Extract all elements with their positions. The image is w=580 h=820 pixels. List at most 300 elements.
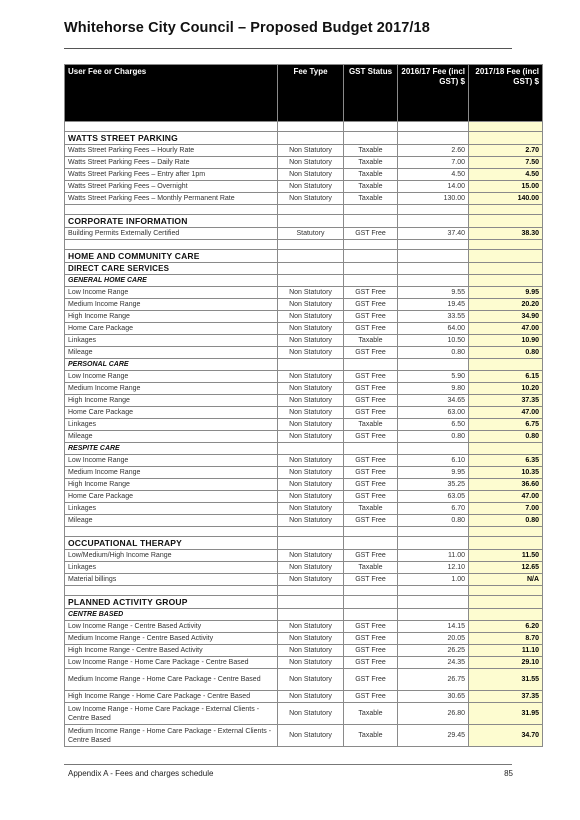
table-row (65, 657, 543, 669)
gst-status-cell: GST Free (344, 479, 398, 491)
gst-status-cell: Taxable (344, 725, 398, 747)
fee-2017-18-cell: 4.50 (469, 169, 543, 181)
empty-cell (469, 359, 543, 371)
fee-name-cell: Watts Street Parking Fees – Overnight (65, 181, 278, 193)
empty-cell (469, 122, 543, 132)
fee-2017-18-cell: 37.35 (469, 691, 543, 703)
fee-2016-17-cell: 14.00 (398, 181, 469, 193)
fee-2016-17-cell: 12.10 (398, 562, 469, 574)
empty-cell (469, 537, 543, 550)
empty-cell (469, 609, 543, 621)
fee-name-cell: Watts Street Parking Fees – Hourly Rate (65, 145, 278, 157)
gst-status-cell: Taxable (344, 703, 398, 725)
section-heading: WATTS STREET PARKING (65, 132, 278, 145)
fee-2016-17-cell: 19.45 (398, 299, 469, 311)
fee-2017-18-cell: 2.70 (469, 145, 543, 157)
gst-status-cell: GST Free (344, 455, 398, 467)
empty-cell (65, 586, 278, 596)
fee-type-cell: Non Statutory (278, 347, 344, 359)
empty-cell (469, 527, 543, 537)
subsection-heading-row (65, 263, 543, 275)
table-row (65, 287, 543, 299)
fee-type-cell: Non Statutory (278, 395, 344, 407)
section-heading: CORPORATE INFORMATION (65, 215, 278, 228)
fee-name-cell: High Income Range (65, 395, 278, 407)
table-row (65, 515, 543, 527)
spacer-row (65, 240, 543, 250)
fee-2016-17-cell: 5.90 (398, 371, 469, 383)
fee-2017-18-cell: 47.00 (469, 407, 543, 419)
spacer-row (65, 586, 543, 596)
section-heading-row (65, 215, 543, 228)
fee-name-cell: Home Care Package (65, 407, 278, 419)
fee-type-cell: Non Statutory (278, 550, 344, 562)
fee-name-cell: Mileage (65, 347, 278, 359)
fee-type-cell: Non Statutory (278, 287, 344, 299)
fee-type-cell: Non Statutory (278, 621, 344, 633)
table-row (65, 311, 543, 323)
spacer-row (65, 122, 543, 132)
gst-status-cell: Taxable (344, 157, 398, 169)
fee-name-cell: High Income Range (65, 311, 278, 323)
page-title: Whitehorse City Council – Proposed Budget 2017/18 (64, 20, 430, 36)
table-row (65, 633, 543, 645)
empty-cell (344, 537, 398, 550)
fee-2016-17-cell: 9.95 (398, 467, 469, 479)
gst-status-cell: GST Free (344, 621, 398, 633)
empty-cell (278, 537, 344, 550)
fee-2016-17-cell: 30.65 (398, 691, 469, 703)
fee-2016-17-cell: 10.50 (398, 335, 469, 347)
empty-cell (278, 586, 344, 596)
fee-2017-18-cell: 0.80 (469, 347, 543, 359)
fee-2017-18-cell: 6.20 (469, 621, 543, 633)
subsub-heading-row (65, 609, 543, 621)
empty-cell (278, 527, 344, 537)
table-row (65, 479, 543, 491)
spacer-row (65, 527, 543, 537)
fee-2017-18-cell: 10.35 (469, 467, 543, 479)
fee-2016-17-cell: 29.45 (398, 725, 469, 747)
empty-cell (344, 132, 398, 145)
section-heading-row (65, 537, 543, 550)
fee-type-cell: Non Statutory (278, 145, 344, 157)
gst-status-cell: GST Free (344, 633, 398, 645)
fees-table (64, 64, 543, 747)
fee-2017-18-cell: 140.00 (469, 193, 543, 205)
empty-cell (469, 263, 543, 275)
fee-2016-17-cell: 6.50 (398, 419, 469, 431)
footer-title: Appendix A - Fees and charges schedule (68, 769, 214, 778)
empty-cell (344, 596, 398, 609)
fee-name-cell: Home Care Package (65, 323, 278, 335)
empty-cell (278, 275, 344, 287)
fee-type-cell: Statutory (278, 228, 344, 240)
fee-type-cell: Non Statutory (278, 703, 344, 725)
fee-type-cell: Non Statutory (278, 169, 344, 181)
fee-2016-17-cell: 11.00 (398, 550, 469, 562)
fee-type-cell: Non Statutory (278, 181, 344, 193)
fee-name-cell: Mileage (65, 515, 278, 527)
table-row (65, 335, 543, 347)
gst-status-cell: GST Free (344, 691, 398, 703)
table-row (65, 299, 543, 311)
empty-cell (398, 537, 469, 550)
footer-divider (64, 764, 512, 765)
gst-status-cell: GST Free (344, 323, 398, 335)
empty-cell (344, 205, 398, 215)
fee-2017-18-cell: 36.60 (469, 479, 543, 491)
fee-2016-17-cell: 6.10 (398, 455, 469, 467)
fee-2016-17-cell: 0.80 (398, 347, 469, 359)
fee-2016-17-cell: 1.00 (398, 574, 469, 586)
empty-cell (469, 596, 543, 609)
gst-status-cell: GST Free (344, 347, 398, 359)
fee-type-cell: Non Statutory (278, 574, 344, 586)
fee-2016-17-cell: 9.80 (398, 383, 469, 395)
fee-2016-17-cell: 26.25 (398, 645, 469, 657)
fee-2017-18-cell: 47.00 (469, 323, 543, 335)
empty-cell (278, 215, 344, 228)
gst-status-cell: Taxable (344, 145, 398, 157)
fee-2016-17-cell: 7.00 (398, 157, 469, 169)
empty-cell (344, 275, 398, 287)
fee-name-cell: Linkages (65, 419, 278, 431)
gst-status-cell: GST Free (344, 287, 398, 299)
fee-2016-17-cell: 0.80 (398, 431, 469, 443)
gst-status-cell: GST Free (344, 515, 398, 527)
fee-2017-18-cell: 11.10 (469, 645, 543, 657)
fee-2017-18-cell: 15.00 (469, 181, 543, 193)
empty-cell (398, 132, 469, 145)
empty-cell (469, 240, 543, 250)
fee-name-cell: Watts Street Parking Fees – Daily Rate (65, 157, 278, 169)
gst-status-cell: GST Free (344, 431, 398, 443)
table-row (65, 669, 543, 691)
fee-name-cell: Medium Income Range - Centre Based Activity (65, 633, 278, 645)
column-header-user-fee: User Fee or Charges (65, 65, 278, 122)
fee-2017-18-cell: 47.00 (469, 491, 543, 503)
fee-name-cell: Watts Street Parking Fees – Entry after 1pm (65, 169, 278, 181)
empty-cell (344, 122, 398, 132)
fee-type-cell: Non Statutory (278, 725, 344, 747)
gst-status-cell: GST Free (344, 228, 398, 240)
column-header-fee-2016-17: 2016/17 Fee (incl GST) $ (398, 65, 469, 122)
fee-2016-17-cell: 0.80 (398, 515, 469, 527)
fees-table-header (65, 65, 543, 122)
empty-cell (398, 240, 469, 250)
subsub-heading: PERSONAL CARE (65, 359, 278, 371)
fee-2017-18-cell: 10.20 (469, 383, 543, 395)
empty-cell (278, 609, 344, 621)
fee-type-cell: Non Statutory (278, 311, 344, 323)
gst-status-cell: Taxable (344, 193, 398, 205)
empty-cell (65, 122, 278, 132)
fee-2017-18-cell: 8.70 (469, 633, 543, 645)
empty-cell (398, 359, 469, 371)
empty-cell (344, 527, 398, 537)
fee-type-cell: Non Statutory (278, 419, 344, 431)
fee-2016-17-cell: 35.25 (398, 479, 469, 491)
section-heading: OCCUPATIONAL THERAPY (65, 537, 278, 550)
fee-type-cell: Non Statutory (278, 455, 344, 467)
empty-cell (398, 443, 469, 455)
fee-type-cell: Non Statutory (278, 669, 344, 691)
fee-type-cell: Non Statutory (278, 323, 344, 335)
fee-name-cell: Linkages (65, 503, 278, 515)
gst-status-cell: GST Free (344, 669, 398, 691)
fee-2017-18-cell: 7.50 (469, 157, 543, 169)
fee-2016-17-cell: 26.75 (398, 669, 469, 691)
gst-status-cell: Taxable (344, 169, 398, 181)
section-heading: HOME AND COMMUNITY CARE (65, 250, 278, 263)
gst-status-cell: Taxable (344, 562, 398, 574)
title-divider (64, 48, 512, 49)
fee-2016-17-cell: 63.05 (398, 491, 469, 503)
header-row (65, 65, 543, 122)
fee-2016-17-cell: 37.40 (398, 228, 469, 240)
fee-name-cell: High Income Range (65, 479, 278, 491)
empty-cell (398, 527, 469, 537)
fee-2017-18-cell: 37.35 (469, 395, 543, 407)
fee-name-cell: Low Income Range (65, 287, 278, 299)
fee-name-cell: Low Income Range - Home Care Package - External Clients - Centre Based (65, 703, 278, 725)
gst-status-cell: Taxable (344, 419, 398, 431)
column-header-gst-status: GST Status (344, 65, 398, 122)
fee-2016-17-cell: 2.60 (398, 145, 469, 157)
section-heading: PLANNED ACTIVITY GROUP (65, 596, 278, 609)
fee-2016-17-cell: 64.00 (398, 323, 469, 335)
fee-2016-17-cell: 24.35 (398, 657, 469, 669)
table-row (65, 574, 543, 586)
fee-name-cell: Linkages (65, 335, 278, 347)
fee-2017-18-cell: 31.95 (469, 703, 543, 725)
fee-2017-18-cell: 31.55 (469, 669, 543, 691)
fee-name-cell: Low Income Range (65, 455, 278, 467)
table-row (65, 431, 543, 443)
fee-type-cell: Non Statutory (278, 371, 344, 383)
fee-type-cell: Non Statutory (278, 299, 344, 311)
empty-cell (278, 250, 344, 263)
table-row (65, 347, 543, 359)
empty-cell (398, 596, 469, 609)
fee-type-cell: Non Statutory (278, 479, 344, 491)
empty-cell (469, 250, 543, 263)
empty-cell (278, 122, 344, 132)
empty-cell (398, 122, 469, 132)
gst-status-cell: GST Free (344, 491, 398, 503)
fee-2017-18-cell: 11.50 (469, 550, 543, 562)
fee-type-cell: Non Statutory (278, 503, 344, 515)
empty-cell (344, 586, 398, 596)
subsub-heading: GENERAL HOME CARE (65, 275, 278, 287)
fee-2017-18-cell: 10.90 (469, 335, 543, 347)
gst-status-cell: Taxable (344, 503, 398, 515)
fee-name-cell: Medium Income Range (65, 467, 278, 479)
table-row (65, 383, 543, 395)
fee-2017-18-cell: 38.30 (469, 228, 543, 240)
empty-cell (344, 240, 398, 250)
table-row (65, 419, 543, 431)
section-heading-row (65, 250, 543, 263)
empty-cell (344, 359, 398, 371)
gst-status-cell: GST Free (344, 467, 398, 479)
column-header-fee-type: Fee Type (278, 65, 344, 122)
fee-type-cell: Non Statutory (278, 467, 344, 479)
empty-cell (398, 250, 469, 263)
subsub-heading-row (65, 275, 543, 287)
fee-2016-17-cell: 26.80 (398, 703, 469, 725)
section-heading-row (65, 132, 543, 145)
fee-type-cell: Non Statutory (278, 193, 344, 205)
gst-status-cell: GST Free (344, 371, 398, 383)
gst-status-cell: GST Free (344, 574, 398, 586)
fee-2016-17-cell: 33.55 (398, 311, 469, 323)
fee-2017-18-cell: 0.80 (469, 515, 543, 527)
fee-type-cell: Non Statutory (278, 491, 344, 503)
table-row (65, 455, 543, 467)
fee-2017-18-cell: 6.75 (469, 419, 543, 431)
fee-name-cell: Linkages (65, 562, 278, 574)
fee-name-cell: Home Care Package (65, 491, 278, 503)
fee-type-cell: Non Statutory (278, 562, 344, 574)
fee-name-cell: Low Income Range - Centre Based Activity (65, 621, 278, 633)
fee-2017-18-cell: 9.95 (469, 287, 543, 299)
empty-cell (278, 263, 344, 275)
fee-type-cell: Non Statutory (278, 335, 344, 347)
table-row (65, 703, 543, 725)
fee-2017-18-cell: 34.70 (469, 725, 543, 747)
fee-2016-17-cell: 6.70 (398, 503, 469, 515)
empty-cell (398, 263, 469, 275)
fee-2017-18-cell: N/A (469, 574, 543, 586)
fee-name-cell: Medium Income Range (65, 383, 278, 395)
table-row (65, 228, 543, 240)
table-row (65, 157, 543, 169)
empty-cell (469, 205, 543, 215)
empty-cell (65, 205, 278, 215)
fee-2016-17-cell: 20.05 (398, 633, 469, 645)
fee-name-cell: High Income Range - Home Care Package - Centre Based (65, 691, 278, 703)
empty-cell (65, 527, 278, 537)
table-row (65, 145, 543, 157)
table-row (65, 725, 543, 747)
table-row (65, 181, 543, 193)
fee-2017-18-cell: 0.80 (469, 431, 543, 443)
section-heading-row (65, 596, 543, 609)
fee-type-cell: Non Statutory (278, 515, 344, 527)
fee-name-cell: Mileage (65, 431, 278, 443)
fee-type-cell: Non Statutory (278, 691, 344, 703)
fee-name-cell: Medium Income Range - Home Care Package - Centre Based (65, 669, 278, 691)
empty-cell (278, 132, 344, 145)
empty-cell (344, 250, 398, 263)
empty-cell (278, 240, 344, 250)
table-row (65, 371, 543, 383)
fee-name-cell: Material billings (65, 574, 278, 586)
fee-type-cell: Non Statutory (278, 407, 344, 419)
subsub-heading-row (65, 443, 543, 455)
fee-2016-17-cell: 4.50 (398, 169, 469, 181)
table-row (65, 395, 543, 407)
fee-name-cell: Medium Income Range - Home Care Package - External Clients - Centre Based (65, 725, 278, 747)
gst-status-cell: GST Free (344, 407, 398, 419)
subsection-heading: DIRECT CARE SERVICES (65, 263, 278, 275)
page-number: 85 (504, 769, 513, 778)
table-row (65, 169, 543, 181)
fee-2017-18-cell: 12.65 (469, 562, 543, 574)
fee-name-cell: Building Permits Externally Certified (65, 228, 278, 240)
empty-cell (398, 609, 469, 621)
fee-name-cell: Watts Street Parking Fees – Monthly Permanent Rate (65, 193, 278, 205)
empty-cell (469, 443, 543, 455)
fee-type-cell: Non Statutory (278, 157, 344, 169)
empty-cell (344, 215, 398, 228)
table-row (65, 193, 543, 205)
table-row (65, 562, 543, 574)
gst-status-cell: GST Free (344, 311, 398, 323)
gst-status-cell: GST Free (344, 395, 398, 407)
subsub-heading: RESPITE CARE (65, 443, 278, 455)
fee-2016-17-cell: 130.00 (398, 193, 469, 205)
fee-2017-18-cell: 34.90 (469, 311, 543, 323)
fee-name-cell: Low Income Range (65, 371, 278, 383)
empty-cell (278, 443, 344, 455)
gst-status-cell: GST Free (344, 657, 398, 669)
empty-cell (278, 205, 344, 215)
table-row (65, 621, 543, 633)
empty-cell (469, 586, 543, 596)
empty-cell (278, 596, 344, 609)
fee-name-cell: Low Income Range - Home Care Package - Centre Based (65, 657, 278, 669)
fee-2017-18-cell: 6.15 (469, 371, 543, 383)
empty-cell (344, 443, 398, 455)
fee-name-cell: High Income Range - Centre Based Activity (65, 645, 278, 657)
gst-status-cell: GST Free (344, 299, 398, 311)
fee-type-cell: Non Statutory (278, 633, 344, 645)
fee-2017-18-cell: 6.35 (469, 455, 543, 467)
fee-type-cell: Non Statutory (278, 431, 344, 443)
table-row (65, 550, 543, 562)
fee-2017-18-cell: 29.10 (469, 657, 543, 669)
empty-cell (469, 132, 543, 145)
table-row (65, 407, 543, 419)
fee-2017-18-cell: 20.20 (469, 299, 543, 311)
table-row (65, 467, 543, 479)
empty-cell (469, 275, 543, 287)
fee-2016-17-cell: 9.55 (398, 287, 469, 299)
table-row (65, 645, 543, 657)
empty-cell (278, 359, 344, 371)
gst-status-cell: GST Free (344, 383, 398, 395)
fee-type-cell: Non Statutory (278, 645, 344, 657)
fees-table-body (65, 122, 543, 747)
fee-2016-17-cell: 14.15 (398, 621, 469, 633)
empty-cell (398, 215, 469, 228)
gst-status-cell: Taxable (344, 181, 398, 193)
gst-status-cell: Taxable (344, 335, 398, 347)
fee-2016-17-cell: 34.65 (398, 395, 469, 407)
empty-cell (398, 586, 469, 596)
column-header-fee-2017-18: 2017/18 Fee (incl GST) $ (469, 65, 543, 122)
table-row (65, 323, 543, 335)
empty-cell (65, 240, 278, 250)
gst-status-cell: GST Free (344, 550, 398, 562)
fee-name-cell: Medium Income Range (65, 299, 278, 311)
empty-cell (398, 275, 469, 287)
subsub-heading: CENTRE BASED (65, 609, 278, 621)
empty-cell (469, 215, 543, 228)
